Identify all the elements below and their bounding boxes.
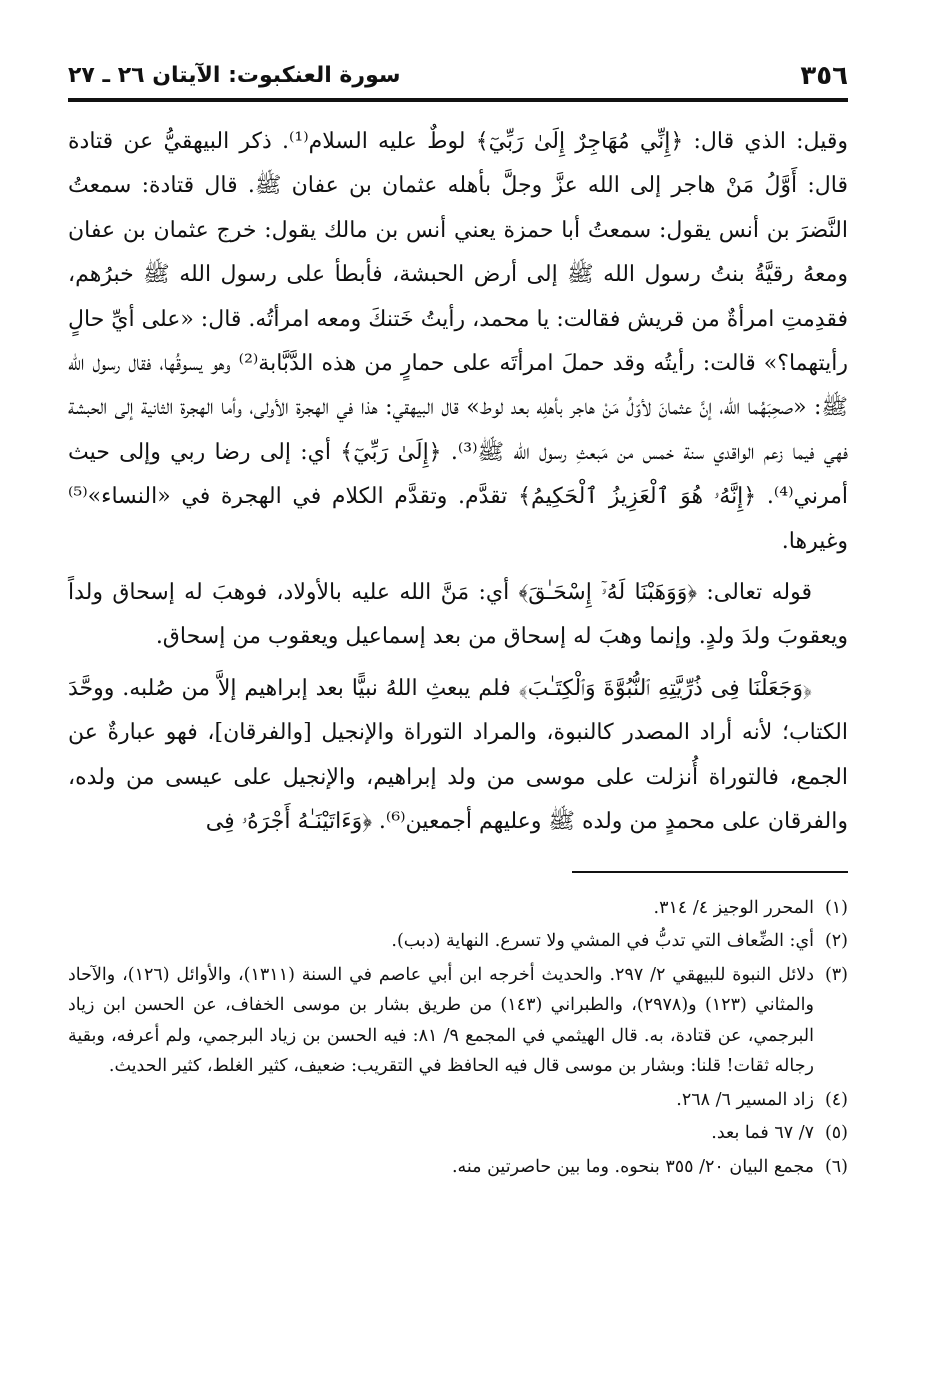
paragraph: وقيل: الذي قال: ﴿إِنِّي مُهَاجِرٌ إِلَىٰ رَبِّيٓ﴾ لوطٌ عليه السلام⁽¹⁾. ذكر البيهقيُّ عن قتادة قال: أَوَّلُ مَنْ هاجر إلى الله عزَّ وجلَّ بأهله عثمان بن عفان ﷺ. قال قتادة: سمعتُ النَّضرَ بن أنس يقول: سمعتُ أبا حمزة يعني أنس بن مالك يقول: خرج عثمان بن عفان ومعهُ رقيَّةُ بنتُ رسول الله ﷺ إلى أرض الحبشة، فأبطأ على رسول الله ﷺ خبرُهم، فقدِمتِ امرأةٌ من قريش فقالت: يا محمد، رأيتُ خَتنكَ ومعه امرأتُه. قال: «على أيِّ حالٍ رأيتهما؟» قالت: رأيتُه وقد حملَ امرأتَه على حمارٍ من هذه الدَّبَّابة⁽²⁾ وهو يسوقُها، فقال رسول الله ﷺ: «صحِبَهُما الله، إنَّ عثمانَ لأوّلُ مَنْ هاجر بأهلِه بعد لوط» قال البيهقي: هذا في الهجرة الأولى، وأما الهجرة الثانية إلى الحبشة فهي فيما زعم الواقدي سنة خمس من مَبعثِ رسول الله ﷺ⁽³⁾. ﴿إِلَىٰ رَبِّيٓ﴾ أي: إلى رضا ربي وإلى حيث أمرني⁽⁴⁾. ﴿إِنَّهُۥ هُوَ ٱلْعَزِيزُ ٱلْحَكِيمُ﴾ تقدَّم. وتقدَّم الكلام في الهجرة في «النساء»⁽⁵⁾ وغيرها. <box>68 129 849 554</box>
footnote-text: زاد المسير ٦/ ٢٦٨. <box>676 1089 814 1110</box>
page-number: ٣٥٦ <box>800 61 848 91</box>
footnote-number: (٢) <box>824 931 848 951</box>
footnote-number: (٦) <box>824 1156 848 1177</box>
main-text <box>68 120 848 845</box>
footnote-text: ٧/ ٦٧ فما بعد. <box>711 1123 814 1143</box>
footnote-text: المحرر الوجيز ٤/ ٣١٤. <box>653 897 814 918</box>
footnote <box>68 960 848 1082</box>
page-header <box>68 54 848 96</box>
header-rule <box>68 98 848 102</box>
paragraph: قوله تعالى: ﴿وَوَهَبْنَا لَهُۥٓ إِسْحَـٰقَ﴾ أي: مَنَّ الله عليه بالأولاد، فوهبَ له إسحاق ولداً ويعقوبَ ولدَ ولدٍ. وإنما وهبَ له إسحاق من بعد إسماعيل ويعقوب من إسحاق. <box>68 580 848 650</box>
footnote <box>68 1152 848 1183</box>
paragraph: ﴿وَجَعَلْنَا فِى ذُرِّيَّتِهِ ٱلنُّبُوَّةَ وَٱلْكِتَـٰبَ﴾ فلم يبعثِ اللهُ نبيًّا بعد إبراهيم إلاَّ من صُلبه. ووحَّدَ الكتاب؛ لأنه أراد المصدر كالنبوة، والمراد التوراة والإنجيل [والفرقان]، فهو عبارةٌ عن الجمع، فالتوراة أُنزلت على موسى من ولد إبراهيم، والإنجيل على عيسى من ولده، والفرقان على محمدٍ من ولده ﷺ وعليهم أجمعين⁽⁶⁾. ﴿وَءَاتَيْنَـٰهُ أَجْرَهُۥ فِى <box>68 675 848 835</box>
footnote-number: (١) <box>824 897 848 918</box>
footnote <box>68 893 848 924</box>
footnote <box>68 926 848 957</box>
footnote-text: مجمع البيان ٢٠/ ٣٥٥ بنحوه. وما بين حاصرتين منه. <box>451 1156 814 1177</box>
footnote <box>68 1085 848 1116</box>
book-page <box>68 54 848 1354</box>
footnote <box>68 1118 848 1149</box>
running-head: سورة العنكبوت: الآيتان ٢٦ ـ ٢٧ <box>68 63 401 88</box>
footnote-number: (٥) <box>824 1123 848 1143</box>
footnote-number: (٣) <box>824 964 848 985</box>
footnotes <box>68 893 848 1183</box>
footnote-separator <box>572 871 848 873</box>
footnote-number: (٤) <box>824 1089 848 1110</box>
footnote-text: دلائل النبوة للبيهقي ٢/ ٢٩٧. والحديث أخرجه ابن أبي عاصم في السنة (١٣١١)، والأوائل (١٢٦)، والآحاد والمثاني (١٢٣) و(٢٩٧٨)، والطبراني (١٤٣) من طريق بشار بن موسى الخفاف، عن الحسن ابن زياد البرجمي، عن قتادة، به. قال الهيثمي في المجمع ٩/ ٨١: فيه الحسن بن زياد البرجمي، ولم أعرفه، وبقية رجاله ثقات! قلنا: وبشار بن موسى قال فيه الحافظ في التقريب: ضعيف، كثير الغلط، كثير الحديث. <box>68 964 814 1076</box>
footnote-text: أي: الضِّعاف التي تدبُّ في المشي ولا تسرع. النهاية (دبب). <box>391 931 814 951</box>
